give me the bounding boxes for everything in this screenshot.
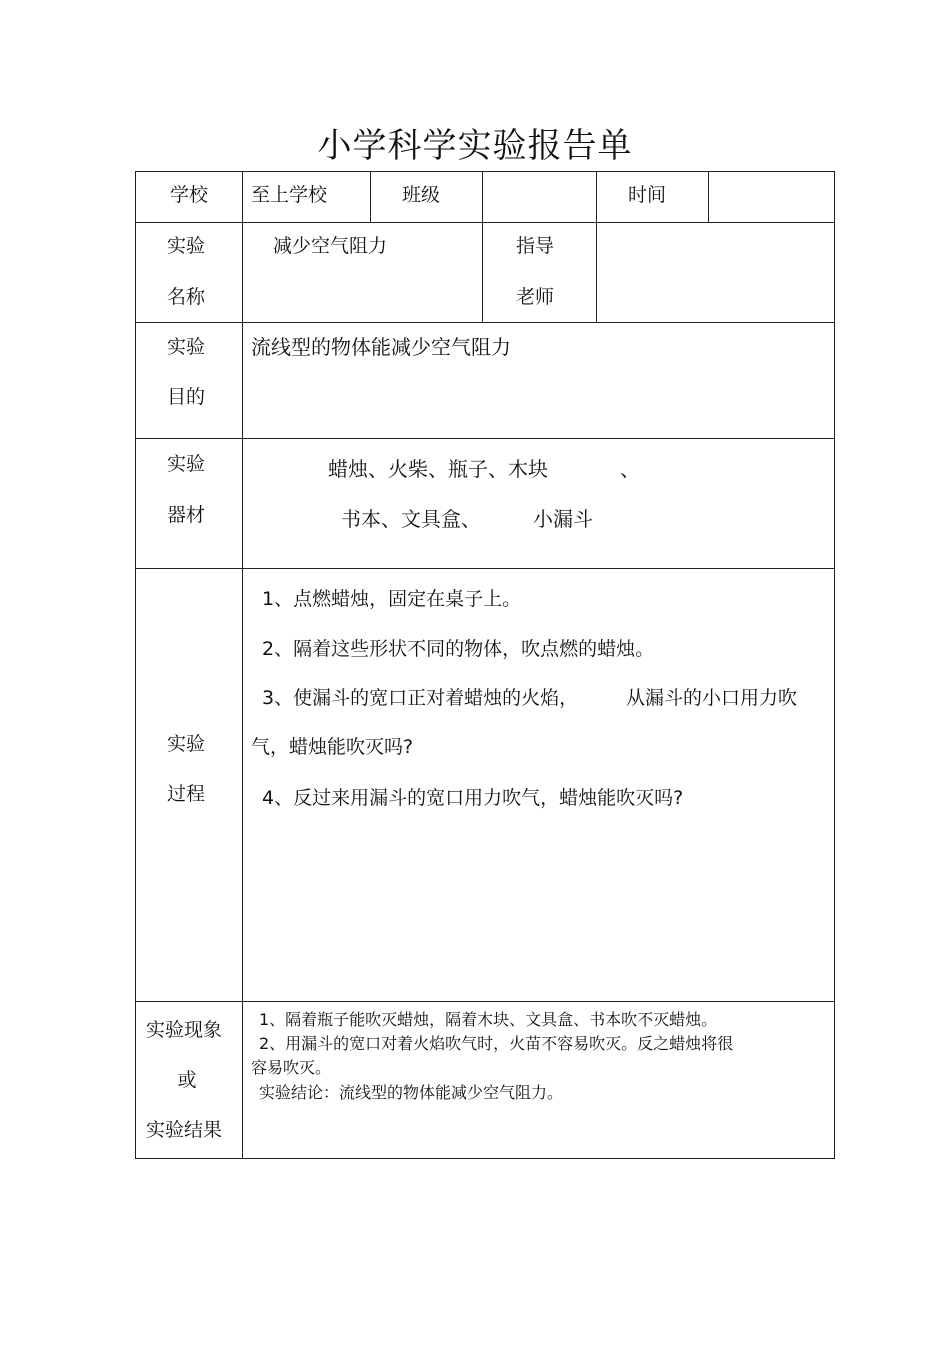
column-divider [708, 171, 709, 223]
process-step-1: 1、点燃蜡烛，固定在桌子上。 [262, 588, 522, 610]
process-step-4: 4、反过来用漏斗的宽口用力吹气，蜡烛能吹灭吗? [262, 787, 684, 809]
process-step-2: 2、隔着这些形状不同的物体，吹点燃的蜡烛。 [262, 638, 655, 660]
row-divider [135, 171, 835, 172]
result-label-1: 实验现象 [145, 1019, 222, 1041]
process-label-1: 实验 [166, 733, 205, 755]
row-divider [135, 1001, 835, 1002]
teacher-label-1: 指导 [515, 235, 554, 257]
result-line-1: 1、隔着瓶子能吹灭蜡烛，隔着木块、文具盒、书本吹不灭蜡烛。 [259, 1010, 718, 1029]
time-label: 时间 [627, 184, 666, 206]
teacher-label-2: 老师 [515, 286, 554, 308]
column-divider [242, 171, 243, 1159]
experiment-name-value: 减少空气阻力 [273, 235, 388, 257]
result-conclusion: 实验结论：流线型的物体能减少空气阻力。 [259, 1083, 564, 1102]
materials-line-1: 蜡烛、火柴、瓶子、木块 [328, 457, 548, 481]
column-divider [135, 171, 136, 1159]
column-divider [834, 171, 835, 1159]
page-title: 小学科学实验报告单 [317, 126, 633, 166]
result-line-2-wrap: 容易吹灭。 [251, 1058, 332, 1077]
experiment-name-label-2: 名称 [166, 286, 205, 308]
school-value: 至上学校 [251, 184, 328, 206]
row-divider [135, 1158, 835, 1159]
row-divider [135, 568, 835, 569]
process-label-2: 过程 [166, 783, 205, 805]
materials-line-1-tail: 、 [620, 457, 640, 481]
materials-label-1: 实验 [166, 453, 205, 475]
row-divider [135, 438, 835, 439]
purpose-label-2: 目的 [166, 386, 205, 408]
row-divider [135, 322, 835, 323]
purpose-label-1: 实验 [166, 336, 205, 358]
materials-line-2: 书本、文具盒、 [341, 507, 481, 531]
process-step-3: 3、使漏斗的宽口正对着蜡烛的火焰， [262, 687, 579, 709]
process-step-3-wrap: 气，蜡烛能吹灭吗? [251, 736, 414, 758]
materials-label-2: 器材 [166, 504, 205, 526]
experiment-name-label-1: 实验 [166, 235, 205, 257]
purpose-value: 流线型的物体能减少空气阻力 [251, 335, 511, 359]
result-label-2: 或 [177, 1069, 197, 1091]
result-label-3: 实验结果 [145, 1119, 222, 1141]
materials-line-2-tail: 小漏斗 [533, 507, 593, 531]
row-divider [135, 222, 835, 223]
result-line-2: 2、用漏斗的宽口对着火焰吹气时，火苗不容易吹灭。反之蜡烛将很 [259, 1034, 734, 1053]
process-step-3-cont: 从漏斗的小口用力吹 [626, 687, 798, 709]
school-label: 学校 [169, 184, 208, 206]
class-label: 班级 [401, 184, 440, 206]
